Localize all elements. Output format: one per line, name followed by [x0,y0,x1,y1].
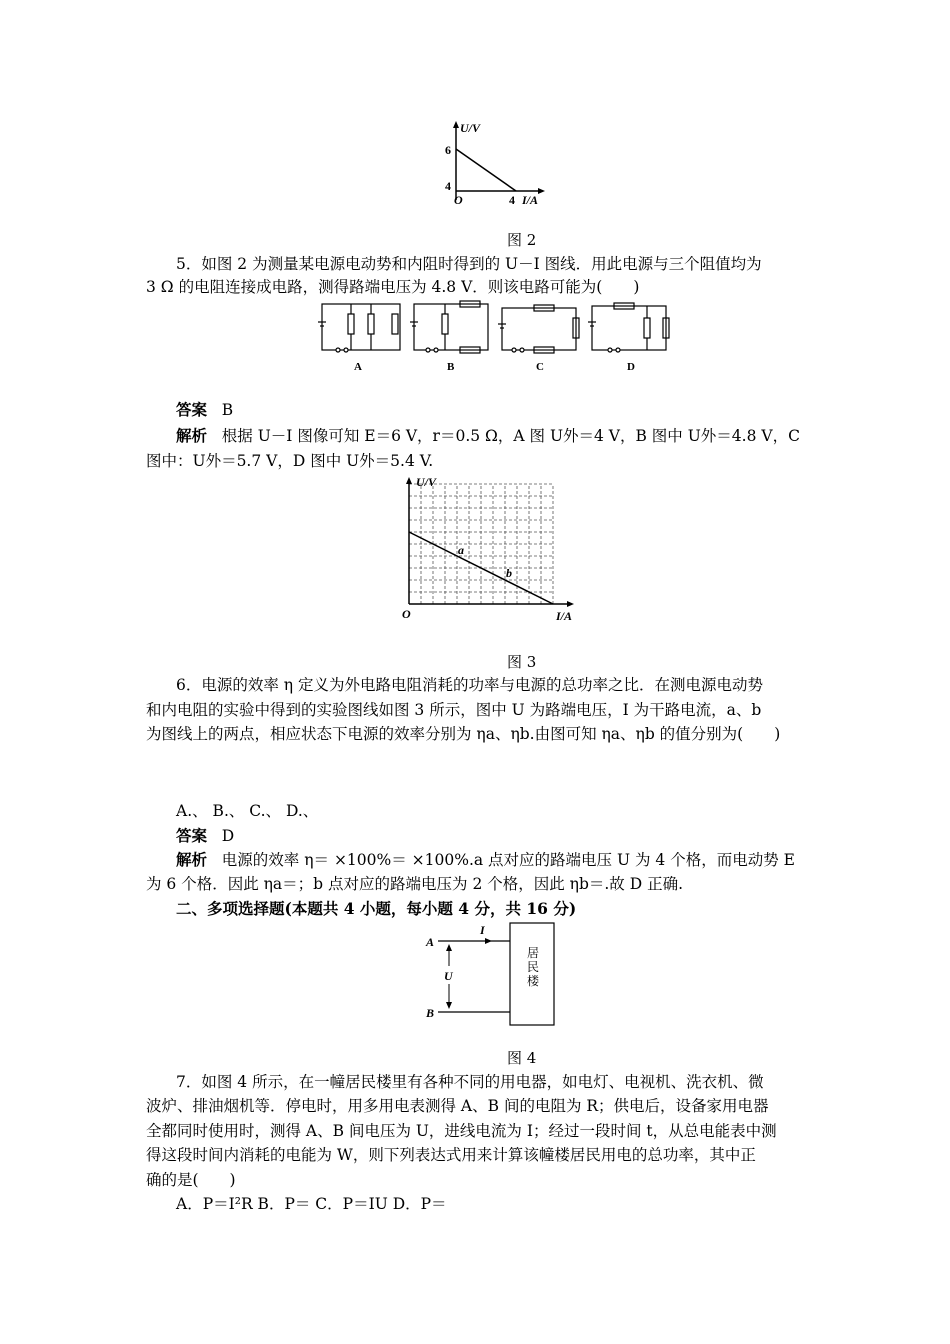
circuit-label-c: C [536,361,544,373]
fig2-x-axis-label: I/A [522,193,539,207]
q7-line-5: 确的是( ) [146,1171,236,1189]
q5-line-1: 5．如图 2 为测量某电源电动势和内阻时得到的 U－I 图线．用此电源与三个阻值均为 [176,255,762,273]
q5-answer-row [176,400,233,420]
q6-answer-value: D [221,827,235,845]
fig2-y-tick-4: 4 [445,179,451,193]
fig3-point-b: b [506,566,512,580]
q5-circuit-options [310,298,680,378]
fig2-y-axis-label: U/V [460,121,481,135]
fig4-label-b: B [426,1006,435,1020]
fig4-caption: 图 4 [507,1049,537,1067]
q7-line-3: 全都同时使用时，测得 A、B 间电压为 U，进线电流为 I；经过一段时间 t，从总电能表中测 [146,1122,777,1140]
fig2-x-tick-4: 4 [509,193,515,207]
q5-answer-value: B [221,401,234,419]
q6-options: A.、 B.、 C.、 D.、 [176,802,319,820]
q7-line-1: 7．如图 4 所示，在一幢居民楼里有各种不同的用电器，如电灯、电视机、洗衣机、微 [176,1073,764,1091]
q6-answer-row [176,826,234,846]
q5-analysis-line-2: 图中：U外＝5.7 V，D 图中 U外＝5.4 V. [146,452,434,470]
q6-analysis-label: 解析 [176,850,208,869]
fig3-y-axis-label: U/V [416,475,437,489]
section-2-title: 二、多项选择题(本题共 4 小题，每小题 4 分，共 16 分) [176,899,577,918]
circuit-b [410,301,488,353]
q6-line-3: 为图线上的两点，相应状态下电源的效率分别为 ηa、ηb.由图可知 ηa、ηb 的值分别为( ) [146,725,781,743]
fig4-label-i: I [480,923,485,937]
q6-analysis-row [176,850,795,870]
fig3-caption: 图 3 [507,653,537,671]
fig3-point-a: a [458,543,464,557]
q6-line-2: 和内电阻的实验中得到的实验图线如图 3 所示，图中 U 为路端电压，I 为干路电流，a、b [146,701,762,719]
fig2-origin: O [454,193,463,207]
q5-answer-label: 答案 [176,400,208,419]
q7-options: A．P＝I²R B．P＝ C．P＝IU D．P＝ [176,1195,447,1213]
q5-line-2: 3 Ω 的电阻连接成电路，测得路端电压为 4.8 V．则该电路可能为( ) [146,278,640,296]
fig3-origin: O [402,607,411,621]
fig4-building-label: 居民楼 [527,946,540,988]
q6-answer-label: 答案 [176,826,208,845]
circuit-label-b: B [447,361,455,373]
fig2-caption: 图 2 [507,231,537,249]
circuit-c [498,305,579,353]
circuit-label-a: A [354,361,362,373]
circuit-d [588,303,669,352]
q6-line-1: 6．电源的效率 η 定义为外电路电阻消耗的功率与电源的总功率之比．在测电源电动势 [176,676,764,694]
q7-line-2: 波炉、排油烟机等．停电时，用多用电表测得 A、B 间的电阻为 R；供电后，设备家用电器 [146,1097,769,1115]
q6-analysis-line-1: 电源的效率 η＝ ×100%＝ ×100%.a 点对应的路端电压 U 为 4 个格，而电动势 E [221,851,795,869]
q7-line-4: 得这段时间内消耗的电能为 W，则下列表达式用来计算该幢楼居民用电的总功率，其中正 [146,1146,756,1164]
figure-2-graph [440,118,550,210]
q5-analysis-row [176,426,800,446]
figure-4-diagram [420,920,565,1032]
fig2-y-tick-6: 6 [445,143,451,157]
circuit-label-d: D [627,361,635,373]
fig3-x-axis-label: I/A [556,609,573,623]
circuit-a [318,304,400,352]
q6-analysis-line-2: 为 6 个格．因此 ηa＝；b 点对应的路端电压为 2 个格，因此 ηb＝.故 D 正确. [146,875,684,893]
q5-analysis-line-1: 根据 U－I 图像可知 E＝6 V，r＝0.5 Ω，A 图 U外＝4 V，B 图中 U外＝4.8 V，C [221,427,800,445]
fig4-label-a: A [426,935,435,949]
fig4-label-u: U [444,969,453,983]
q5-analysis-label: 解析 [176,426,208,445]
figure-3-graph [398,474,580,626]
